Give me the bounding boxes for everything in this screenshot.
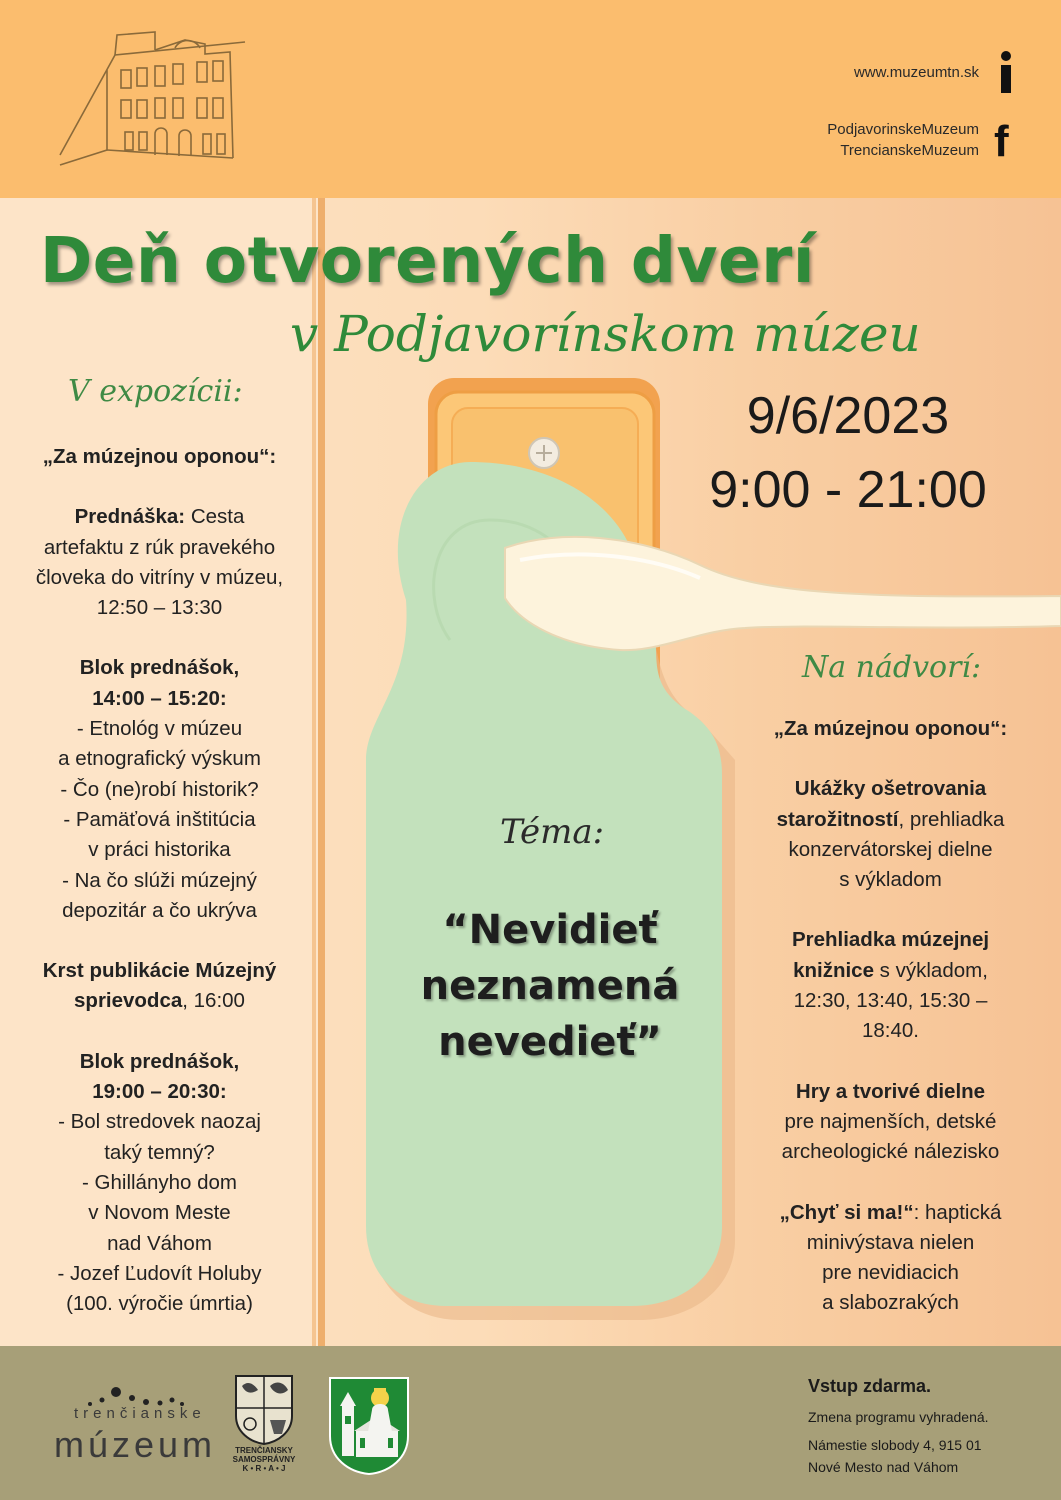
program-block bbox=[12, 442, 307, 472]
program-line-text: depozitár a čo ukrýva bbox=[62, 898, 257, 922]
program-line-text: v Novom Meste bbox=[88, 1201, 231, 1225]
program-line bbox=[738, 1198, 1043, 1228]
facebook-page-2[interactable]: TrencianskeMuzeum bbox=[840, 142, 979, 159]
program-line-text: - Čo (ne)robí historik? bbox=[60, 777, 259, 801]
program-block bbox=[738, 925, 1043, 1046]
program-line-text: taký temný? bbox=[104, 1140, 215, 1164]
program-line bbox=[738, 865, 1043, 895]
program-block bbox=[738, 1198, 1043, 1319]
program-line-text: - Pamäťová inštitúcia bbox=[63, 807, 256, 831]
theme-motto bbox=[380, 902, 720, 1070]
exposition-program bbox=[12, 442, 307, 1319]
program-line-text: (100. výročie úmrtia) bbox=[66, 1292, 253, 1316]
program-line-text: s výkladom, bbox=[873, 958, 988, 982]
program-line bbox=[12, 896, 307, 926]
program-line-bold: sprievodca bbox=[74, 989, 183, 1013]
program-line bbox=[12, 835, 307, 865]
website-link[interactable]: www.muzeumtn.sk bbox=[853, 64, 979, 81]
program-line-text: , 16:00 bbox=[182, 989, 245, 1013]
program-line bbox=[738, 1137, 1043, 1167]
program-line-bold: 14:00 – 15:20: bbox=[92, 686, 227, 710]
program-line bbox=[12, 1198, 307, 1228]
block-gap bbox=[12, 472, 307, 502]
program-line-text: človeka do vitríny v múzeu, bbox=[35, 565, 284, 589]
program-line bbox=[12, 1229, 307, 1259]
free-entry-label: Vstup zdarma. bbox=[808, 1376, 932, 1396]
program-line-text: 18:40. bbox=[862, 1019, 919, 1043]
program-line-text: - Jozef Ľudovít Holuby bbox=[57, 1261, 262, 1285]
program-line bbox=[738, 1077, 1043, 1107]
nove-mesto-crest-icon bbox=[328, 1376, 410, 1476]
program-line-bold: Blok prednášok, bbox=[79, 1049, 240, 1073]
program-line bbox=[12, 986, 307, 1016]
program-line bbox=[12, 714, 307, 744]
program-line-bold: Blok prednášok, bbox=[79, 656, 240, 680]
program-line-bold: „Chyť si ma!“ bbox=[779, 1200, 914, 1224]
program-line-text: - Etnológ v múzeu bbox=[76, 717, 243, 741]
program-line bbox=[12, 1138, 307, 1168]
exposition-heading: V expozícii: bbox=[68, 374, 243, 409]
program-line bbox=[12, 775, 307, 805]
block-gap bbox=[12, 623, 307, 653]
program-line bbox=[12, 1259, 307, 1289]
event-time: 9:00 - 21:00 bbox=[709, 461, 987, 519]
program-line bbox=[12, 866, 307, 896]
program-line bbox=[738, 1288, 1043, 1318]
tsk-crest-icon bbox=[232, 1372, 296, 1446]
motto-line: “Nevidieť bbox=[442, 907, 658, 953]
program-line-text: , prehliadka bbox=[898, 807, 1005, 831]
program-block bbox=[12, 502, 307, 623]
program-line bbox=[738, 1228, 1043, 1258]
program-line bbox=[738, 774, 1043, 804]
motto-line: nevedieť” bbox=[438, 1019, 662, 1065]
tsk-line-3: K • R • A • J bbox=[242, 1464, 286, 1473]
museum-logo-small: trenčianske bbox=[74, 1405, 206, 1422]
program-line-bold: „Za múzejnou oponou“: bbox=[773, 717, 1008, 740]
program-line-text: a slabozrakých bbox=[822, 1291, 959, 1315]
program-block bbox=[12, 956, 307, 1017]
theme-label: Téma: bbox=[500, 812, 605, 852]
program-line-text: artefaktu z rúk pravekého bbox=[43, 535, 276, 559]
courtyard-program bbox=[738, 714, 1043, 1319]
program-block bbox=[12, 1047, 307, 1320]
program-line bbox=[738, 714, 1043, 744]
program-line-bold: 19:00 – 20:30: bbox=[92, 1080, 227, 1104]
program-line-text: - Ghillányho dom bbox=[82, 1170, 237, 1194]
program-line bbox=[12, 956, 307, 986]
program-line-text: nad Váhom bbox=[107, 1231, 212, 1255]
address-line-2: Nové Mesto nad Váhom bbox=[808, 1459, 959, 1475]
program-line-bold: Krst publikácie Múzejný bbox=[42, 959, 277, 983]
tsk-line-2: SAMOSPRÁVNY bbox=[232, 1455, 296, 1464]
program-line bbox=[12, 502, 307, 532]
program-line-bold: starožitností bbox=[776, 807, 899, 831]
page-subtitle: v Podjavorínskom múzeu bbox=[290, 305, 921, 363]
program-line-bold: Hry a tvorivé dielne bbox=[795, 1079, 986, 1103]
program-change-note: Zmena programu vyhradená. bbox=[808, 1409, 989, 1425]
program-line bbox=[738, 956, 1043, 986]
program-line-text: 12:50 – 13:30 bbox=[96, 596, 223, 620]
program-line bbox=[12, 1107, 307, 1137]
program-line bbox=[12, 533, 307, 563]
event-date: 9/6/2023 bbox=[746, 387, 950, 445]
program-line bbox=[738, 925, 1043, 955]
program-line-bold: knižnice bbox=[793, 958, 874, 982]
block-gap bbox=[738, 895, 1043, 925]
program-line-text: Cesta bbox=[185, 505, 245, 529]
program-line-text: konzervátorskej dielne bbox=[788, 837, 993, 861]
program-line-text: pre nevidiacich bbox=[822, 1261, 959, 1285]
program-line bbox=[738, 835, 1043, 865]
program-line bbox=[12, 653, 307, 683]
program-line bbox=[12, 1047, 307, 1077]
program-line-bold: Prehliadka múzejnej bbox=[791, 928, 990, 952]
program-line-text: - Na čo slúži múzejný bbox=[62, 868, 257, 892]
program-line-text: s výkladom bbox=[839, 868, 942, 892]
program-line bbox=[12, 684, 307, 714]
program-line bbox=[12, 563, 307, 593]
program-block bbox=[12, 653, 307, 926]
program-line bbox=[738, 1107, 1043, 1137]
program-line-text: archeologické nálezisko bbox=[781, 1140, 1000, 1164]
program-line-bold: Prednáška: bbox=[74, 505, 186, 529]
facebook-page-1[interactable]: PodjavorinskeMuzeum bbox=[827, 121, 979, 138]
program-block bbox=[738, 774, 1043, 895]
courtyard-heading: Na nádvorí: bbox=[802, 650, 982, 685]
program-line-text: : haptická bbox=[913, 1200, 1002, 1224]
program-line bbox=[738, 1016, 1043, 1046]
block-gap bbox=[12, 926, 307, 956]
museum-logo-big: múzeum bbox=[54, 1424, 217, 1465]
block-gap bbox=[738, 1047, 1043, 1077]
info-icon bbox=[998, 50, 1014, 94]
program-line-text: - Bol stredovek naozaj bbox=[58, 1110, 261, 1134]
tsk-line-1: TRENČIANSKY bbox=[235, 1446, 293, 1455]
program-line-text: 12:30, 13:40, 15:30 – bbox=[793, 989, 988, 1013]
program-line-text: minivýstava nielen bbox=[806, 1230, 975, 1254]
program-line-text: a etnografický výskum bbox=[58, 747, 261, 771]
program-line-text: v práci historika bbox=[88, 838, 231, 862]
block-gap bbox=[738, 744, 1043, 774]
program-line bbox=[12, 1168, 307, 1198]
program-line-bold: „Za múzejnou oponou“: bbox=[42, 445, 277, 468]
program-line bbox=[12, 805, 307, 835]
program-line-text: pre najmenších, detské bbox=[784, 1109, 997, 1133]
page-title: Deň otvorených dverí bbox=[40, 224, 815, 297]
address-line-1: Námestie slobody 4, 915 01 bbox=[808, 1437, 982, 1453]
program-line bbox=[12, 1289, 307, 1319]
program-line bbox=[12, 744, 307, 774]
program-line bbox=[12, 593, 307, 623]
block-gap bbox=[738, 1168, 1043, 1198]
museum-building-icon bbox=[55, 30, 255, 170]
tsk-caption bbox=[228, 1446, 300, 1473]
program-line bbox=[12, 1077, 307, 1107]
program-line bbox=[738, 986, 1043, 1016]
motto-line: neznamená bbox=[420, 963, 680, 1009]
program-line bbox=[12, 442, 307, 472]
program-line bbox=[738, 805, 1043, 835]
facebook-icon: f bbox=[994, 117, 1009, 166]
program-block bbox=[738, 1077, 1043, 1168]
program-block bbox=[738, 714, 1043, 744]
program-line bbox=[738, 1258, 1043, 1288]
block-gap bbox=[12, 1017, 307, 1047]
program-line-bold: Ukážky ošetrovania bbox=[794, 777, 987, 801]
